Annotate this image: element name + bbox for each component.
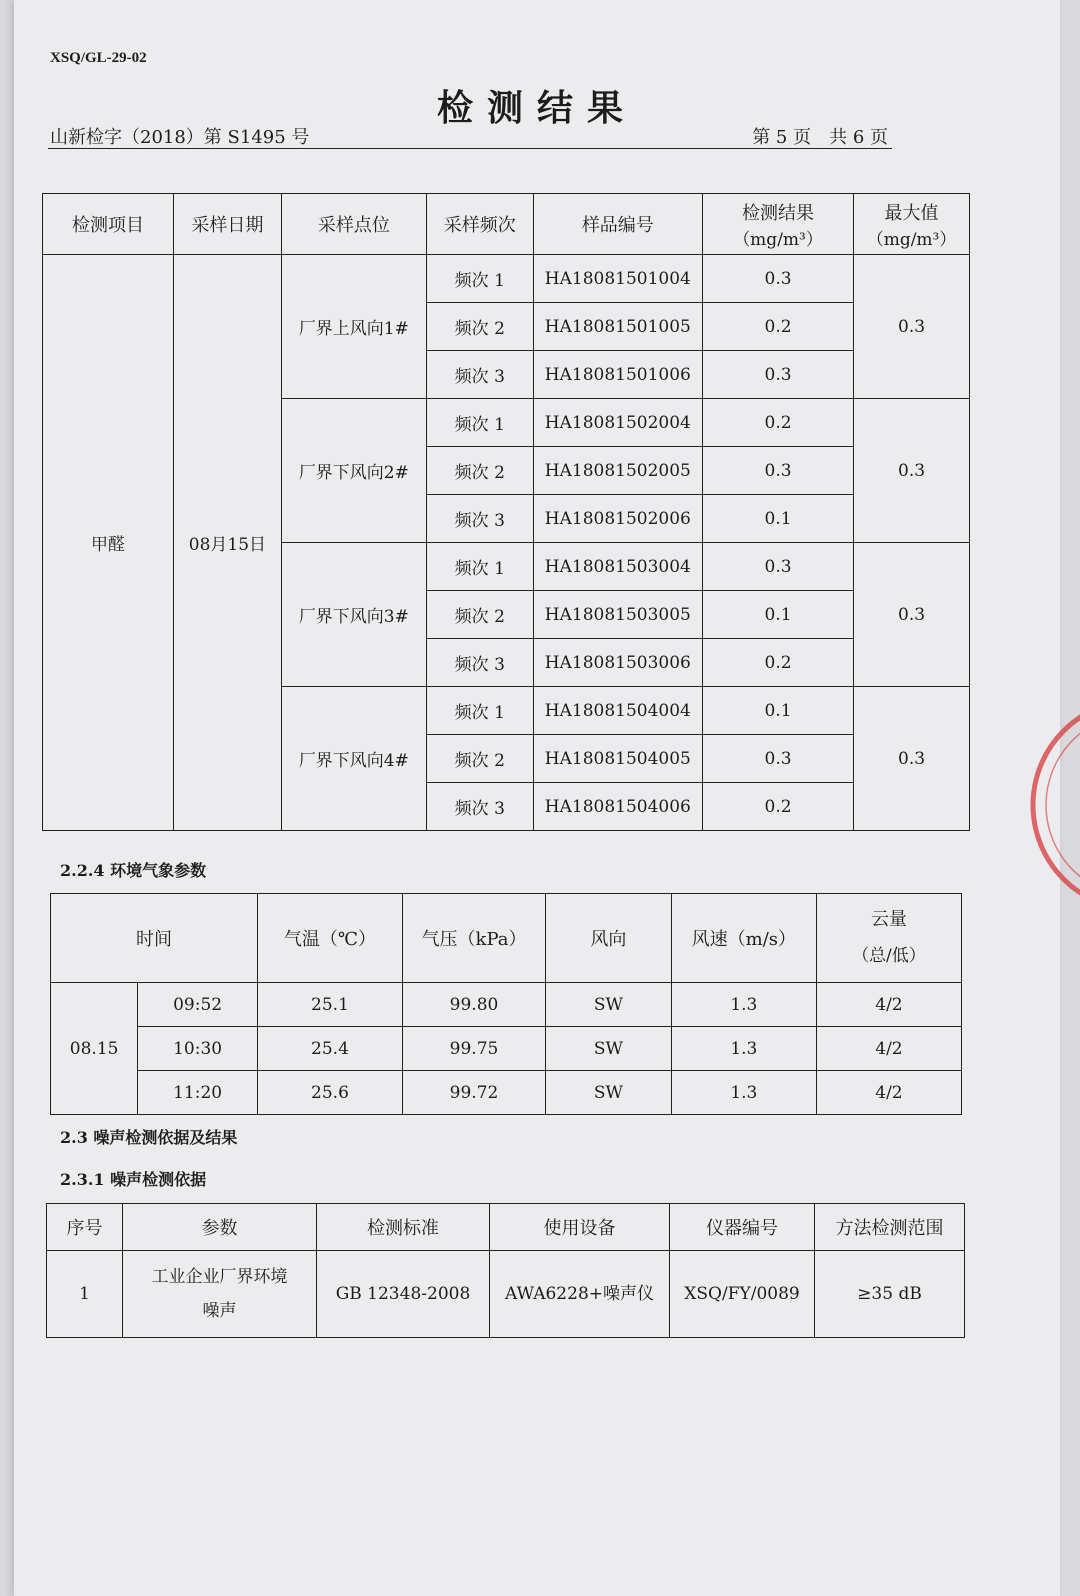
cell-max: 0.3 xyxy=(854,543,970,687)
document-page xyxy=(14,0,1060,1596)
cell-frequency: 频次 1 xyxy=(426,543,533,591)
cell-sample-id: HA18081504005 xyxy=(533,735,702,783)
cell-sample-id: HA18081502004 xyxy=(533,399,702,447)
cell-time: 09:52 xyxy=(138,983,258,1027)
cell-date: 08月15日 xyxy=(173,255,281,831)
header-max xyxy=(854,194,970,255)
cell-max: 0.3 xyxy=(854,687,970,831)
header-date: 采样日期 xyxy=(173,194,281,255)
cell-instrument-no: XSQ/FY/0089 xyxy=(670,1251,815,1338)
cell-frequency: 频次 3 xyxy=(426,783,533,831)
header-pressure: 气压（kPa） xyxy=(403,894,546,983)
cell-frequency: 频次 2 xyxy=(426,591,533,639)
cell-time: 11:20 xyxy=(138,1071,258,1115)
header-instrument-no: 仪器编号 xyxy=(670,1204,815,1251)
header-cloud-label: 云量 xyxy=(870,909,907,930)
cell-param-line2: 噪声 xyxy=(202,1301,237,1321)
cell-item: 甲醛 xyxy=(43,255,174,831)
cell-frequency: 频次 3 xyxy=(426,351,533,399)
section-heading-noise: 2.3 噪声检测依据及结果 xyxy=(60,1128,238,1147)
cell-wind-speed: 1.3 xyxy=(671,1071,816,1115)
cell-wind-speed: 1.3 xyxy=(671,1027,816,1071)
cell-pressure: 99.72 xyxy=(403,1071,546,1115)
cell-frequency: 频次 1 xyxy=(426,255,533,303)
cell-param-line1: 工业企业厂界环境 xyxy=(151,1267,288,1287)
header-result-unit: （mg/m³） xyxy=(733,229,823,250)
cell-point: 厂界下风向3# xyxy=(281,543,426,687)
red-seal-stamp-icon xyxy=(1018,680,1080,930)
header-result-label: 检测结果 xyxy=(742,202,815,224)
cell-time: 10:30 xyxy=(138,1027,258,1071)
header-sample-id: 样品编号 xyxy=(533,194,702,255)
cell-point: 厂界下风向2# xyxy=(281,399,426,543)
header-frequency: 采样频次 xyxy=(426,194,533,255)
table-row xyxy=(43,255,970,303)
cell-result: 0.1 xyxy=(702,687,853,735)
cell-result: 0.1 xyxy=(702,495,853,543)
header-cloud-sub: （总/低） xyxy=(852,946,926,966)
section-heading-weather: 2.2.4 环境气象参数 xyxy=(60,861,207,880)
header-wind-speed: 风速（m/s） xyxy=(671,894,816,983)
cell-sample-id: HA18081502006 xyxy=(533,495,702,543)
cell-param xyxy=(123,1251,317,1338)
cell-frequency: 频次 2 xyxy=(426,447,533,495)
cell-frequency: 频次 2 xyxy=(426,735,533,783)
cell-frequency: 频次 2 xyxy=(426,303,533,351)
header-point: 采样点位 xyxy=(281,194,426,255)
cell-sample-id: HA18081503005 xyxy=(533,591,702,639)
page-number: 第 5 页 共 6 页 xyxy=(752,127,888,148)
cell-result: 0.3 xyxy=(702,447,853,495)
cell-point: 厂界下风向4# xyxy=(281,687,426,831)
cell-sample-id: HA18081501005 xyxy=(533,303,702,351)
table-header-row xyxy=(47,1204,965,1251)
cell-standard: GB 12348-2008 xyxy=(317,1251,490,1338)
table-row xyxy=(47,1251,965,1338)
cell-temp: 25.6 xyxy=(257,1071,402,1115)
page-title: 检测结果 xyxy=(436,87,637,129)
cell-wind-dir: SW xyxy=(546,1071,672,1115)
header-no: 序号 xyxy=(47,1204,123,1251)
cell-no: 1 xyxy=(47,1251,123,1338)
header-result xyxy=(702,194,853,255)
cell-result: 0.2 xyxy=(702,783,853,831)
cell-range: ≥35 dB xyxy=(815,1251,965,1338)
cell-sample-id: HA18081503004 xyxy=(533,543,702,591)
cell-cloud: 4/2 xyxy=(816,1027,961,1071)
cell-cloud: 4/2 xyxy=(816,983,961,1027)
cell-result: 0.2 xyxy=(702,639,853,687)
noise-basis-table xyxy=(46,1203,965,1338)
cell-wind-dir: SW xyxy=(546,983,672,1027)
cell-sample-id: HA18081501006 xyxy=(533,351,702,399)
cell-result: 0.1 xyxy=(702,591,853,639)
cell-point: 厂界上风向1# xyxy=(281,255,426,399)
cell-result: 0.2 xyxy=(702,399,853,447)
form-code: XSQ/GL-29-02 xyxy=(50,50,147,66)
header-range: 方法检测范围 xyxy=(815,1204,965,1251)
header-equipment: 使用设备 xyxy=(490,1204,670,1251)
header-cloud xyxy=(816,894,961,983)
weather-table xyxy=(50,893,962,1115)
cell-temp: 25.1 xyxy=(257,983,402,1027)
cell-frequency: 频次 1 xyxy=(426,399,533,447)
header-wind-dir: 风向 xyxy=(546,894,672,983)
header-standard: 检测标准 xyxy=(317,1204,490,1251)
header-max-unit: （mg/m³） xyxy=(866,229,957,250)
cell-result: 0.3 xyxy=(702,543,853,591)
cell-result: 0.2 xyxy=(702,303,853,351)
header-param: 参数 xyxy=(123,1204,317,1251)
cell-sample-id: HA18081503006 xyxy=(533,639,702,687)
cell-frequency: 频次 3 xyxy=(426,639,533,687)
cell-date: 08.15 xyxy=(51,983,138,1115)
cell-max: 0.3 xyxy=(854,399,970,543)
cell-pressure: 99.75 xyxy=(403,1027,546,1071)
cell-sample-id: HA18081504006 xyxy=(533,783,702,831)
header-divider xyxy=(48,148,892,149)
table-header-row xyxy=(43,194,970,255)
cell-sample-id: HA18081502005 xyxy=(533,447,702,495)
cell-temp: 25.4 xyxy=(257,1027,402,1071)
header-item: 检测项目 xyxy=(43,194,174,255)
cell-wind-speed: 1.3 xyxy=(671,983,816,1027)
cell-pressure: 99.80 xyxy=(403,983,546,1027)
cell-equipment: AWA6228+噪声仪 xyxy=(490,1251,670,1338)
table-row xyxy=(51,1071,962,1115)
cell-result: 0.3 xyxy=(702,735,853,783)
cell-sample-id: HA18081504004 xyxy=(533,687,702,735)
report-number: 山新检字（2018）第 S1495 号 xyxy=(50,127,310,148)
formaldehyde-results-table xyxy=(42,193,970,831)
cell-cloud: 4/2 xyxy=(816,1071,961,1115)
cell-sample-id: HA18081501004 xyxy=(533,255,702,303)
table-header-row xyxy=(51,894,962,983)
table-row xyxy=(51,1027,962,1071)
table-row xyxy=(51,983,962,1027)
cell-max: 0.3 xyxy=(854,255,970,399)
cell-frequency: 频次 1 xyxy=(426,687,533,735)
cell-result: 0.3 xyxy=(702,351,853,399)
section-heading-noise-basis: 2.3.1 噪声检测依据 xyxy=(60,1170,207,1189)
header-time: 时间 xyxy=(51,894,258,983)
cell-result: 0.3 xyxy=(702,255,853,303)
cell-frequency: 频次 3 xyxy=(426,495,533,543)
header-temp: 气温（℃） xyxy=(257,894,402,983)
cell-wind-dir: SW xyxy=(546,1027,672,1071)
header-max-label: 最大值 xyxy=(884,202,939,224)
